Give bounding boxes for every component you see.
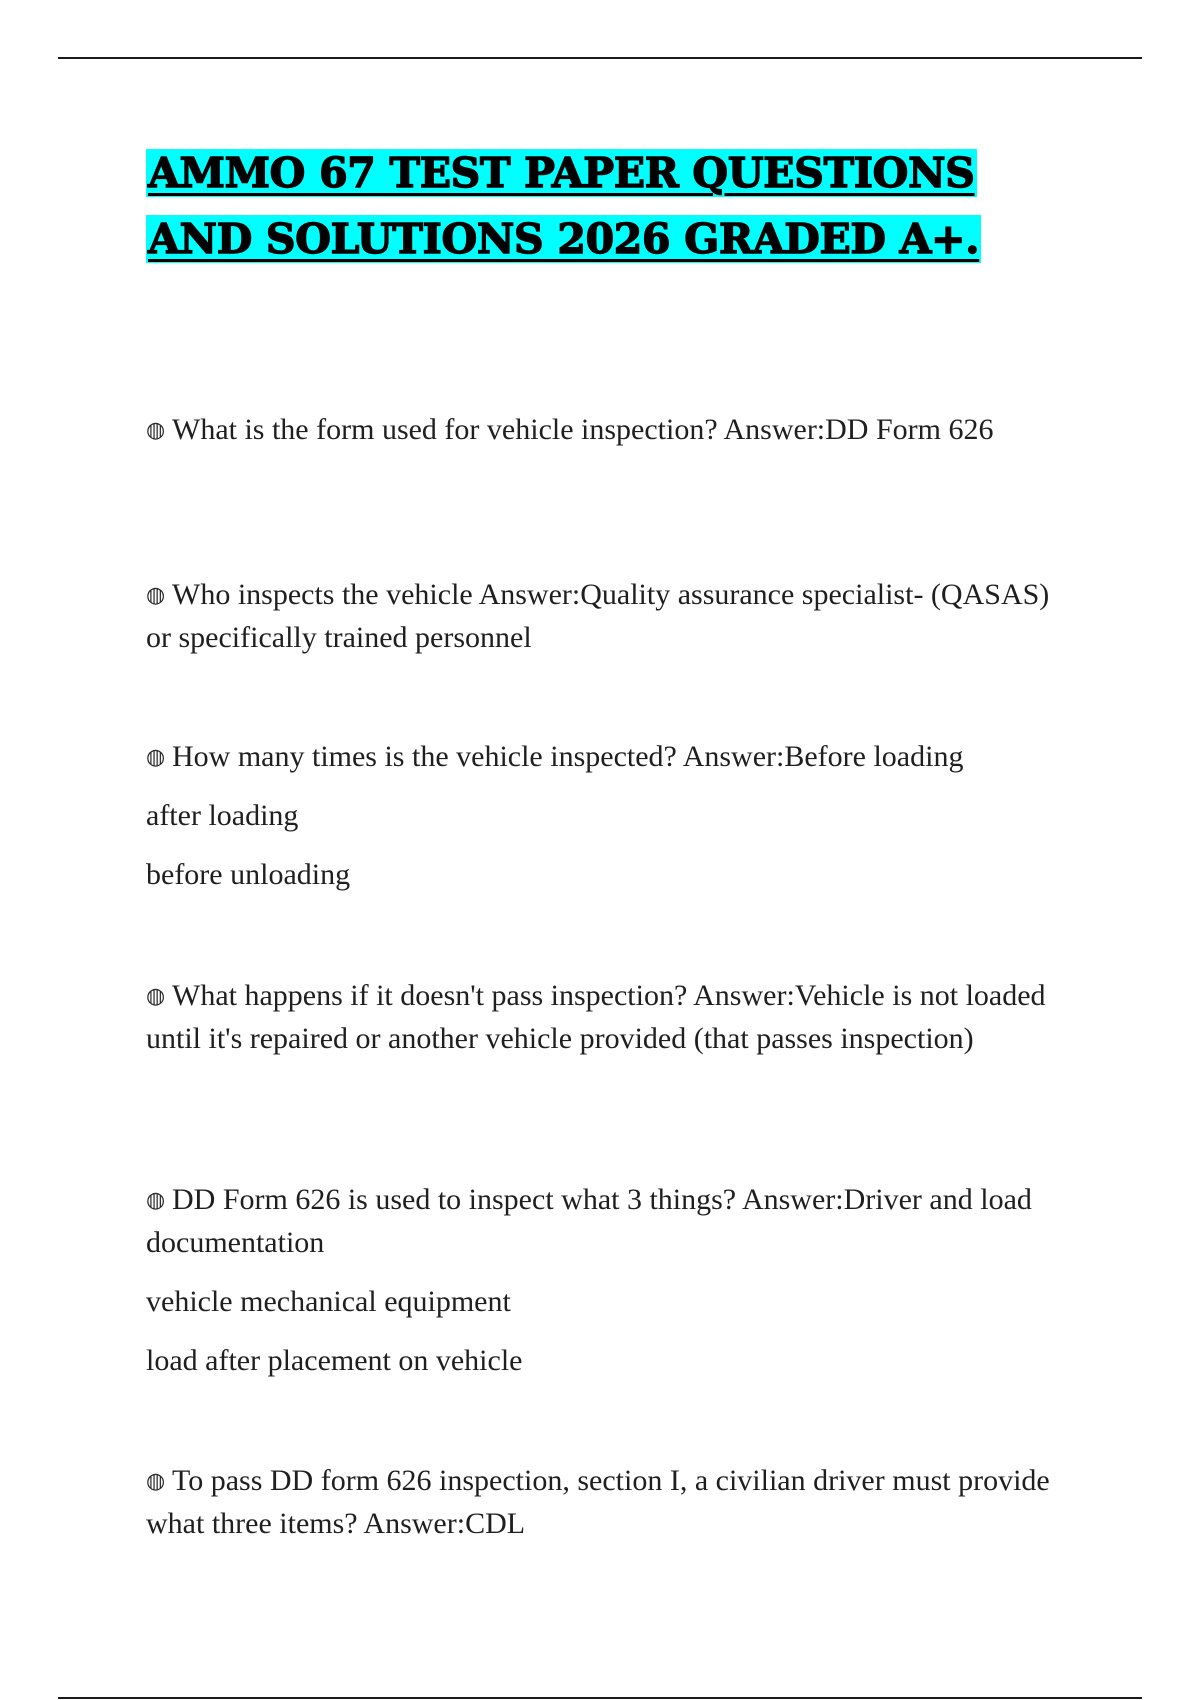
qa-item-extra-line: vehicle mechanical equipment [146, 1285, 511, 1318]
qa-item-text: To pass DD form 626 inspection, section I, a civilian driver must provide what three items? Answer:CDL [146, 1464, 1050, 1540]
document-title-text: AMMO 67 TEST PAPER QUESTIONS AND SOLUTIONS 2026 GRADED A+. [148, 149, 980, 263]
qa-item-text: DD Form 626 is used to inspect what 3 things? Answer:Driver and load documentation [146, 1183, 1032, 1259]
bullet-icon: ◍ [146, 983, 166, 1008]
bullet-icon: ◍ [146, 582, 166, 607]
header-rule [58, 57, 1142, 59]
qa-item-extra-line: load after placement on vehicle [146, 1344, 523, 1377]
qa-item-3 [146, 735, 1056, 896]
bullet-icon: ◍ [146, 744, 166, 769]
qa-item-text: How many times is the vehicle inspected? Answer:Before loading [172, 740, 964, 773]
qa-item-extra-line: after loading [146, 799, 299, 832]
footer-rule [58, 1697, 1142, 1699]
qa-item-2 [146, 573, 1056, 659]
qa-item-4 [146, 974, 1056, 1060]
bullet-icon: ◍ [146, 1468, 166, 1493]
qa-item-6 [146, 1459, 1056, 1545]
qa-item-5 [146, 1178, 1056, 1382]
qa-item-text: What is the form used for vehicle inspection? Answer:DD Form 626 [172, 413, 994, 446]
bullet-icon: ◍ [146, 1187, 166, 1212]
bullet-icon: ◍ [146, 417, 166, 442]
qa-item-text: Who inspects the vehicle Answer:Quality assurance specialist- (QASAS) or specifically trained personnel [146, 578, 1050, 654]
qa-item-extra-line: before unloading [146, 858, 351, 891]
qa-item-1 [146, 408, 1056, 451]
document-title [146, 140, 1066, 272]
qa-item-text: What happens if it doesn't pass inspection? Answer:Vehicle is not loaded until it's repaired or another vehicle provided (that passes inspection) [146, 979, 1046, 1055]
